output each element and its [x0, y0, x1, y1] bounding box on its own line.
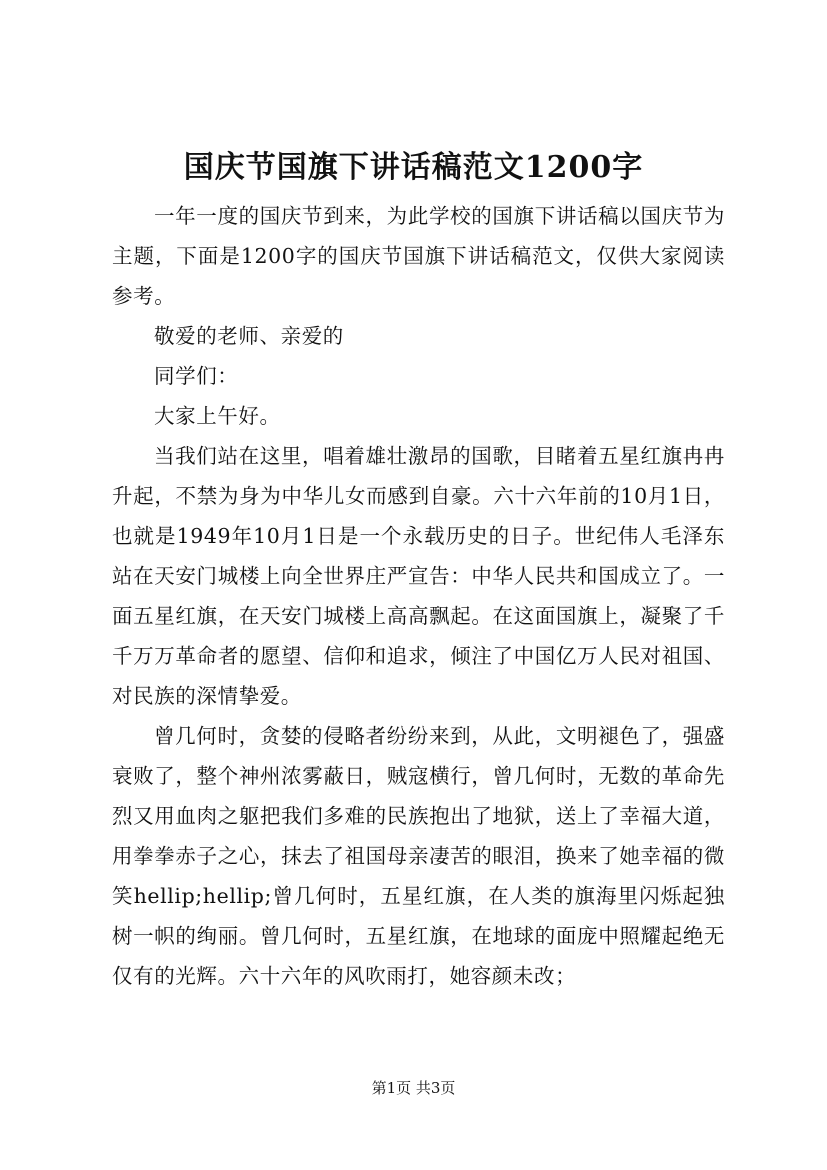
- paragraph-past: 曾几何时，贪婪的侵略者纷纷来到，从此，文明褪色了，强盛衰败了，整个神州浓雾蔽日，贼寇横行，曾几何时，无数的革命先烈又用血肉之躯把我们多难的民族抱出了地狱，送上了幸福大道，用拳拳赤子之心，抹去了祖国母亲凄苦的眼泪，换来了她幸福的微笑hellip;hellip;曾几何时，五星红旗，在人类的旗海里闪烁起独树一帜的绚丽。曾几何时，五星红旗，在地球的面庞中照耀起绝无仅有的光辉。六十六年的风吹雨打，她容颜未改；: [112, 724, 725, 988]
- document-body: [112, 196, 725, 996]
- paragraph-greeting: 大家上午好。: [154, 404, 281, 428]
- paragraph-students: 同学们：: [154, 364, 239, 388]
- page-title: 国庆节国旗下讲话稿范文1200字: [183, 150, 644, 185]
- paragraph-salutation: 敬爱的老师、亲爱的: [154, 324, 344, 348]
- paragraph-intro: 一年一度的国庆节到来，为此学校的国旗下讲话稿以国庆节为主题，下面是1200字的国庆节国旗下讲话稿范文，仅供大家阅读参考。: [112, 204, 725, 308]
- paragraph-history: 当我们站在这里，唱着雄壮激昂的国歌，目睹着五星红旗冉冉升起，不禁为身为中华儿女而感到自豪。六十六年前的10月1日，也就是1949年10月1日是一个永载历史的日子。世纪伟人毛泽东站在天安门城楼上向全世界庄严宣告：中华人民共和国成立了。一面五星红旗，在天安门城楼上高高飘起。在这面国旗上，凝聚了千千万万革命者的愿望、信仰和追求，倾注了中国亿万人民对祖国、对民族的深情挚爱。: [112, 444, 725, 708]
- page-footer: 第1页 共3页: [371, 1079, 456, 1097]
